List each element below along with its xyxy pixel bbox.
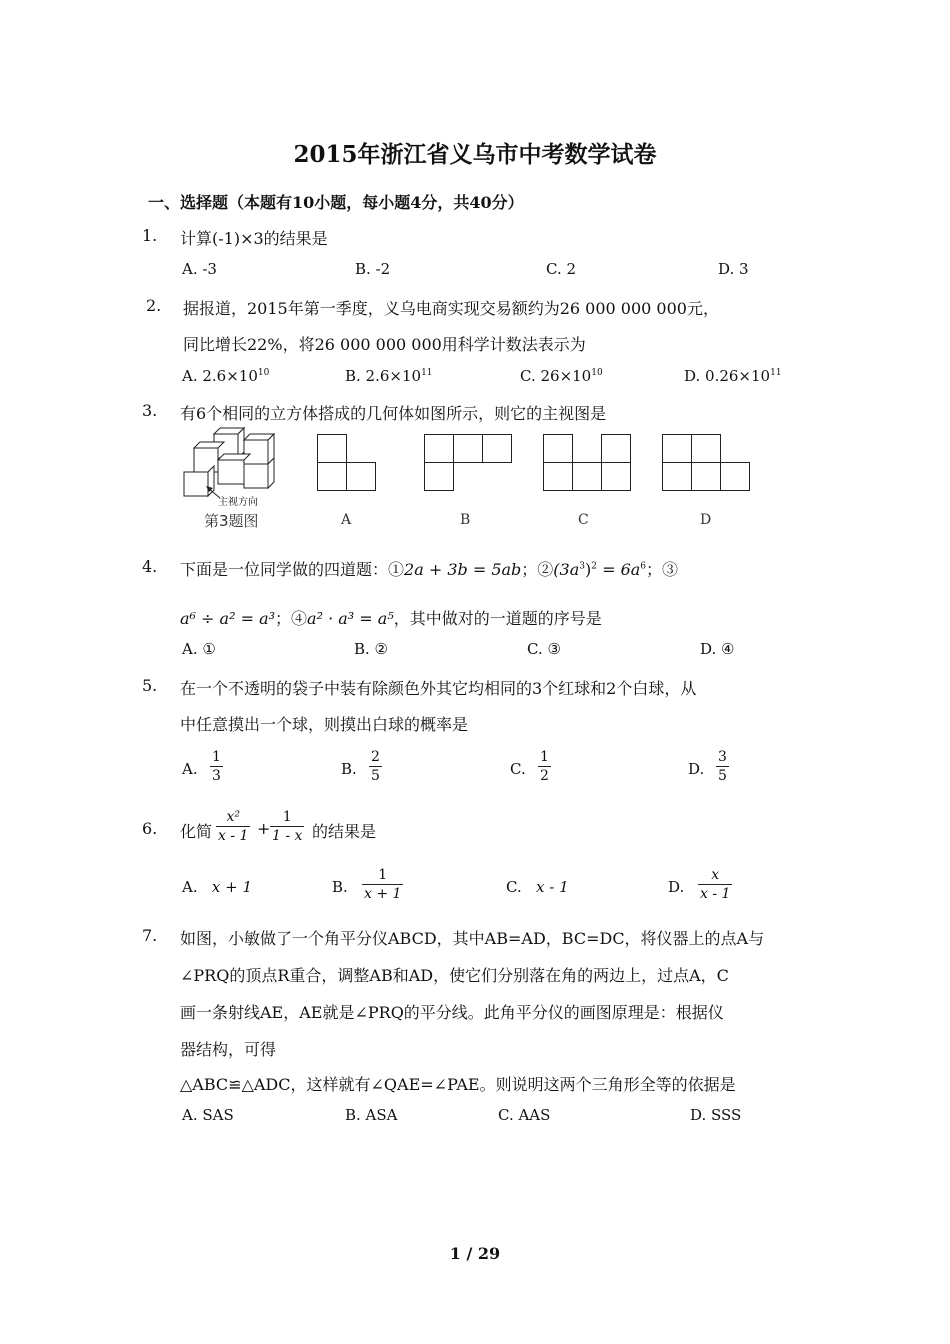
q5-c-fraction: 1 2 <box>540 749 549 784</box>
question-3-text: 有6个相同的立方体搭成的几何体如图所示，则它的主视图是 <box>180 404 607 423</box>
q5-b-fraction: 2 5 <box>371 749 380 784</box>
option-c-label: C <box>578 512 589 528</box>
q6-option-d: D. <box>668 878 685 896</box>
q4-option-b: B. ② <box>354 640 389 658</box>
page-title: 2015年浙江省义乌市中考数学试卷 <box>293 141 657 168</box>
page-number: 1 / 29 <box>449 1244 501 1263</box>
question-6-number: 6. <box>142 819 158 838</box>
q6-fraction-1: x² x - 1 <box>218 809 249 844</box>
q1-option-b: B. -2 <box>355 260 391 278</box>
q6-plus: + <box>257 819 271 838</box>
q1-option-d: D. 3 <box>718 260 749 278</box>
question-7-line-3: 画一条射线AE，AE就是∠PRQ的平分线。此角平分仪的画图原理是：根据仪 <box>180 1003 724 1022</box>
option-c-view <box>543 434 631 492</box>
question-2-number: 2. <box>146 296 162 315</box>
view-direction-label: 主视方向 <box>218 497 258 508</box>
q2-option-d: D. $0.26\times 10^{11}$ <box>684 367 782 385</box>
question-6-suffix: 的结果是 <box>312 822 377 841</box>
question-4-line-1: 下面是一位同学做的四道题：①2a + 3b = 5ab；$②(3a^3)^2 = 6a^6$；③ <box>180 560 679 579</box>
q7-option-d: D. SSS <box>690 1106 742 1124</box>
question-7-line-2: ∠PRQ的顶点R重合，调整AB和AD，使它们分别落在角的两边上，过点A，C <box>180 966 729 985</box>
question-5-number: 5. <box>142 676 158 695</box>
q5-option-a: A. <box>182 760 198 778</box>
figure-3-caption: 第3题图 <box>204 512 259 530</box>
q6-option-a: A. x + 1 <box>182 878 253 896</box>
q6-b-fraction: 1 x + 1 <box>364 867 402 902</box>
q6-fraction-2: 1 1 - x <box>272 809 303 844</box>
option-b-view <box>424 434 512 492</box>
question-1-number: 1. <box>142 226 158 245</box>
q6-option-c: C. x - 1 <box>506 878 569 896</box>
question-7-line-5: △ABC≌△ADC，这样就有∠QAE=∠PAE。则说明这两个三角形全等的依据是 <box>180 1075 736 1094</box>
option-d-label: D <box>700 512 712 528</box>
question-5-line-2: 中任意摸出一个球，则摸出白球的概率是 <box>180 715 469 734</box>
question-3-number: 3. <box>142 401 158 420</box>
q6-d-fraction: x x - 1 <box>700 867 731 902</box>
q7-option-b: B. ASA <box>345 1106 398 1124</box>
question-5-line-1: 在一个不透明的袋子中装有除颜色外其它均相同的3个红球和2个白球，从 <box>180 679 697 698</box>
q1-option-a: A. -3 <box>182 260 217 278</box>
question-4-line-2: a⁶ ÷ a² = a³；④a² · a³ = a⁵，其中做对的一道题的序号是 <box>180 609 602 628</box>
q1-option-c: C. 2 <box>546 260 577 278</box>
section-heading: 一、选择题（本题有10小题，每小题4分，共40分） <box>148 193 524 212</box>
q7-option-c: C. AAS <box>498 1106 551 1124</box>
question-4-number: 4. <box>142 557 158 576</box>
question-7-number: 7. <box>142 926 158 945</box>
question-6-prefix: 化简 <box>180 822 213 841</box>
q5-a-fraction: 1 3 <box>212 749 221 784</box>
eq-1: 2a + 3b = 5ab <box>404 560 522 579</box>
question-7-line-4: 器结构，可得 <box>180 1040 277 1059</box>
q5-option-d: D. <box>688 760 705 778</box>
question-7-line-1: 如图，小敏做了一个角平分仪ABCD，其中AB=AD，BC=DC，将仪器上的点A与 <box>180 929 765 948</box>
q2-option-a: A. $2.6\times 10^{10}$ <box>182 367 270 385</box>
question-1-text: 计算(-1)×3的结果是 <box>180 229 328 248</box>
q2-option-c: C. $26\times 10^{10}$ <box>520 367 603 385</box>
question-2-line-2: 同比增长22%，将26 000 000 000用科学计数法表示为 <box>183 335 586 354</box>
q5-d-fraction: 3 5 <box>718 749 727 784</box>
q6-option-b: B. <box>332 878 348 896</box>
eq-4: a² · a³ = a⁵ <box>307 609 394 628</box>
q7-option-a: A. SAS <box>182 1106 234 1124</box>
option-a-label: A <box>341 512 352 528</box>
q4-option-d: D. ④ <box>700 640 735 658</box>
q4-option-a: A. ① <box>182 640 216 658</box>
eq-3: a⁶ ÷ a² = a³ <box>180 609 276 628</box>
option-a-view <box>317 434 377 492</box>
option-d-view <box>662 434 750 492</box>
q2-option-b: B. $2.6\times 10^{11}$ <box>345 367 433 385</box>
question-2-line-1: 据报道，2015年第一季度，义乌电商实现交易额约为26 000 000 000元， <box>183 299 719 318</box>
q5-option-c: C. <box>510 760 526 778</box>
option-b-label: B <box>460 512 471 528</box>
q5-option-b: B. <box>341 760 357 778</box>
q4-option-c: C. ③ <box>527 640 561 658</box>
